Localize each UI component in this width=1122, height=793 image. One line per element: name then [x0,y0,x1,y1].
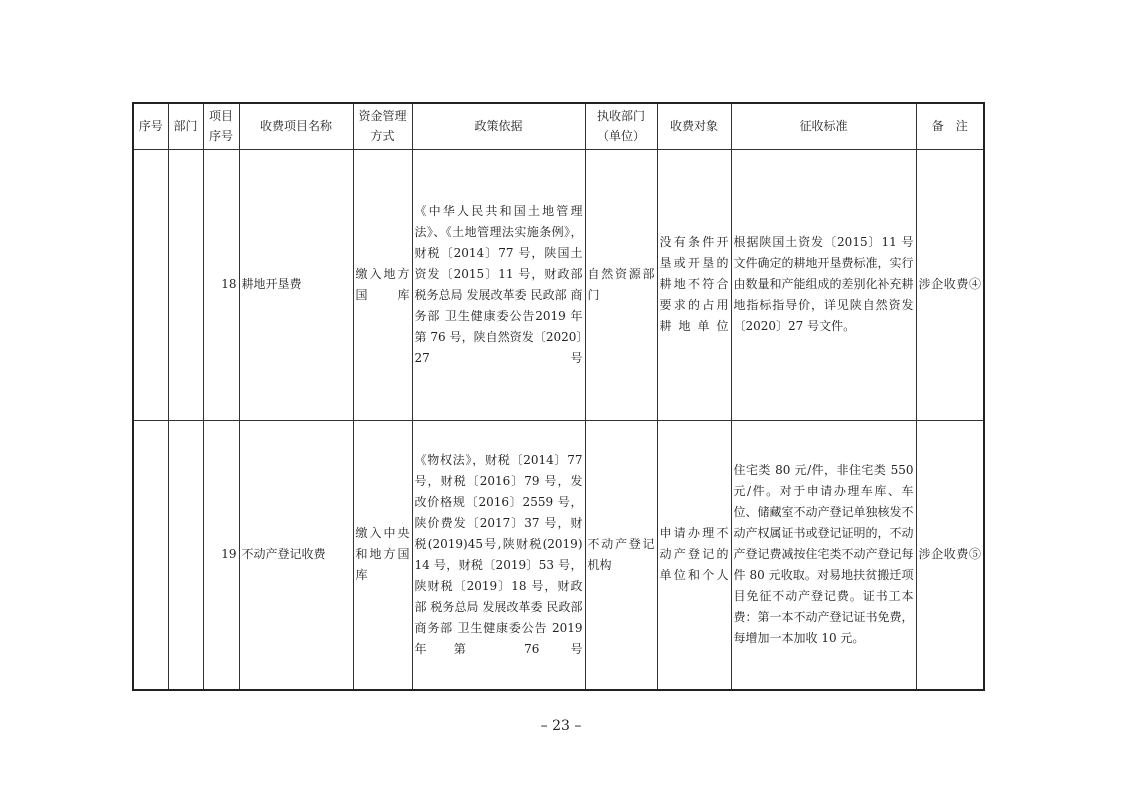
cell-standard: 根据陕国土资发〔2015〕11 号文件确定的耕地开垦费标准，实行由数量和产能组成的差别化补充耕地指标指导价，详见陕自然资发〔2020〕27 号文件。 [731,149,916,420]
header-remarks: 备 注 [916,103,984,149]
cell-seq [133,149,168,420]
cell-dept [168,149,203,420]
cell-item-no: 18 [203,149,239,420]
header-policy: 政策依据 [412,103,585,149]
cell-remarks: 涉企收费⑤ [916,420,984,690]
cell-fee-name: 不动产登记收费 [239,420,353,690]
table-row [133,420,984,690]
page-number: – 23 – [540,718,582,734]
header-collector: 执收部门 （单位） [585,103,657,149]
fee-table [132,102,985,691]
header-standard: 征收标准 [731,103,916,149]
cell-target: 没有条件开垦或开垦的耕地不符合要求的占用耕地单位 [657,149,731,420]
cell-fee-name: 耕地开垦费 [239,149,353,420]
cell-target: 申请办理不动产登记的单位和个人 [657,420,731,690]
cell-fund-mgmt: 缴入地方国库 [353,149,412,420]
header-target: 收费对象 [657,103,731,149]
header-fee-name: 收费项目名称 [239,103,353,149]
cell-remarks: 涉企收费④ [916,149,984,420]
cell-fund-mgmt: 缴入中央和地方国库 [353,420,412,690]
header-seq: 序号 [133,103,168,149]
cell-collector: 自然资源部门 [585,149,657,420]
header-item-no: 项目 序号 [203,103,239,149]
cell-policy: 《中华人民共和国土地管理法》、《土地管理法实施条例》，财税〔2014〕77 号，陕国土资发〔2015〕11 号，财政部 税务总局 发展改革委 民政部 商务部 卫生健康委公告2019 年第 76 号，陕自然资发〔2020〕27 号 [412,149,585,420]
cell-seq [133,420,168,690]
header-dept: 部门 [168,103,203,149]
cell-dept [168,420,203,690]
cell-item-no: 19 [203,420,239,690]
table-row [133,149,984,420]
header-row [133,103,984,149]
cell-standard: 住宅类 80 元/件，非住宅类 550 元/件。对于申请办理车库、车位、储藏室不动产登记单独核发不动产权属证书或登记证明的，不动产登记费减按住宅类不动产登记每件 80 元收取。对易地扶贫搬迁项目免征不动产登记费。证书工本费：第一本不动产登记证书免费，每增加一本加收 10 元。 [731,420,916,690]
cell-policy: 《物权法》，财税〔2014〕77 号，财税〔2016〕79 号，发改价格规〔2016〕2559 号，陕价费发〔2017〕37 号，财税(2019)45号,陕财税(2019) 14 号，财税〔2019〕53 号，陕财税〔2019〕18 号，财政部 税务总局 发展改革委 民政部 商务部 卫生健康委公告 2019 年第 76 号 [412,420,585,690]
cell-collector: 不动产登记机构 [585,420,657,690]
header-fund-mgmt: 资金管理 方式 [353,103,412,149]
